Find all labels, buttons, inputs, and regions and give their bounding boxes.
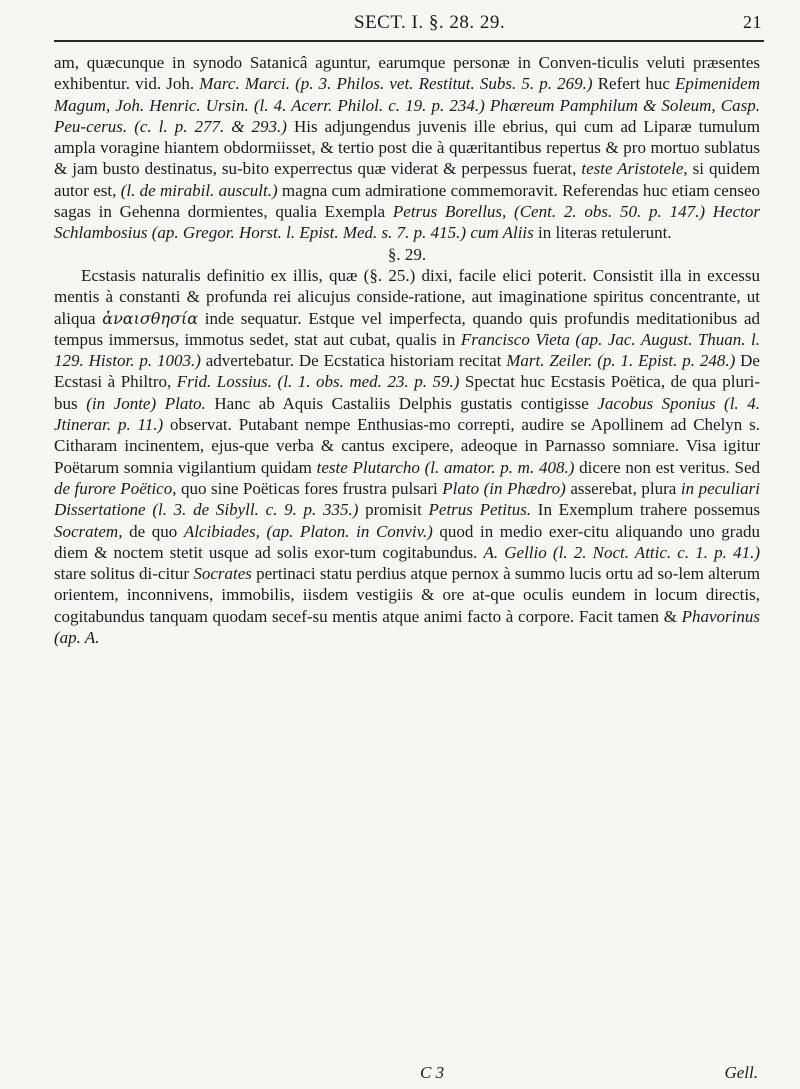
text-run: magna cum admiratione commemoravit. Referendas huc etiam censeo sagas in Gehenna dormientes, qualia Exempla — [54, 180, 761, 222]
signature-mark: C 3 — [420, 1063, 445, 1082]
citation: de furore Poëtico, — [54, 478, 177, 498]
text-run: inde sequatur. Estque vel imperfecta, quando quis profundis meditationibus ad tempus immersus, immotus sedet, stat aut cubat, qualis in — [54, 308, 760, 349]
citation: Petrus Petitus. — [428, 500, 532, 520]
text-run: advertebatur. De Ecstatica historiam recitat — [200, 351, 507, 371]
text-run: observat. Putabant nempe Enthusias-mo correpti, audire se Apollinem ad Chelyn s. Citharam incinentem, ejus-que verba & cantus excipere, adeoque in Parnasso somniare. Visa igitur Poëtarum somnia vigilantium quidam — [54, 415, 760, 477]
citation: Socrates — [193, 564, 252, 584]
citation: (l. de mirabil. auscult.) — [120, 180, 278, 200]
text-run: pertinaci statu perdius atque pernox à summo lucis ortu ad so-lem alterum orientem, inconnivens, immobilis, iisdem vestigiis & ore at-que oculis eundem in locum directis, cogitabundus tanquam quodam secef-su mentis atque animi facto à corpore. Facit tamen & — [54, 564, 760, 626]
paragraph-1 — [54, 52, 760, 244]
citation: Socratem, — [54, 521, 123, 541]
text-run: In Exemplum trahere possemus — [531, 500, 761, 520]
text-run: dicere non est veritus. Sed — [574, 457, 760, 477]
page-number: 21 — [743, 12, 762, 32]
text-run: am, quæcunque in synodo Satanicâ aguntur, earumque personæ in Conven-ticulis veluti præsentes exhibentur. vid. Joh. — [54, 53, 760, 94]
paragraph-2 — [54, 265, 760, 648]
text-run: Ecstasis naturalis definitio ex illis, quæ (§. 25.) dixi, facile elici poterit. Consistit illa in excessu mentis à constanti & profunda rei alicujus conside-ratione, aut imaginatione spiritus concentrante, ut aliqua — [54, 265, 760, 328]
text-run: asserebat, plura — [565, 478, 681, 498]
citation: Francisco Vieta (ap. Jac. August. Thuan. l. 129. Histor. p. 1003.) — [54, 329, 760, 371]
citation: in peculiari Dissertatione (l. 3. de Sibyll. c. 9. p. 335.) — [54, 478, 760, 520]
greek-term: ἀναισθησία — [102, 308, 199, 328]
citation: (in Jonte) Plato. — [86, 393, 206, 413]
body-text — [54, 52, 760, 648]
citation: Mart. Zeiler. (p. 1. Epist. p. 248.) — [506, 351, 736, 371]
citation: teste Plutarcho (l. amator. p. m. 408.) — [316, 457, 575, 477]
citation: Jacobus Sponius (l. 4. Jtinerar. p. 11.) — [54, 393, 761, 435]
text-run: quo sine Poëticas fores frustra pulsari — [176, 478, 443, 498]
section-heading: §. 29. — [387, 244, 427, 264]
text-run: in literas retulerunt. — [533, 223, 672, 243]
text-run: His adjungendus juvenis ille ebrius, qui cum ad Liparæ tumulum ampla voragine hiantem obdormiisset, & tertio post die à quæritantibus repertus & pro mortuo sublatus & jam busto destinatus, su-bito experrectus quæ viderat & perpessus fuerat, — [54, 116, 760, 179]
section-reference: SECT. I. §. 28. 29. — [354, 12, 506, 33]
header-rule — [54, 40, 764, 42]
text-run: De Ecstasi à Philtro, — [54, 351, 760, 392]
citation: Frid. Lossius. (l. 1. obs. med. 23. p. 59.) — [176, 372, 460, 392]
citation: Epimenidem Magum, Joh. Henric. Ursin. (l. 4. Acerr. Philol. c. 19. p. 234.) Phæreum Pamphilum & Soleum, Casp. Peu-cerus. (c. l. p. 277. & 293.) — [54, 74, 760, 136]
citation: Plato (in Phædro) — [442, 478, 566, 498]
text-run: si quidem autor est, — [54, 159, 761, 200]
citation: teste Aristotele, — [581, 159, 688, 179]
text-run: quod in medio exer-citu aliquando uno gradu diem & noctem stetit usque ad solis exor-tum cogitabundus. — [54, 521, 760, 562]
citation: Alcibiades, (ap. Platon. in Conviv.) — [183, 521, 433, 541]
running-head — [54, 12, 762, 38]
citation: Phavorinus (ap. A. — [54, 606, 760, 648]
citation: Marc. Marci. (p. 3. Philos. vet. Restitut. Subs. 5. p. 269.) — [199, 74, 593, 94]
text-run: promisit — [358, 500, 429, 520]
citation: A. Gellio (l. 2. Noct. Attic. c. 1. p. 41.) — [483, 542, 760, 562]
catchword: Gell. — [724, 1063, 758, 1082]
text-run: de quo — [122, 521, 184, 541]
citation: Petrus Borellus, (Cent. 2. obs. 50. p. 147.) Hector Schlambosius (ap. Gregor. Horst. l. Epist. Med. s. 7. p. 415.) cum Aliis — [54, 202, 760, 243]
text-run: stare solitus di-citur — [54, 564, 194, 584]
text-run: Refert huc — [592, 74, 675, 94]
text-run: Hanc ab Aquis Castaliis Delphis gustatis contigisse — [205, 393, 598, 413]
text-run: Spectat huc Ecstasis Poëtica, de qua pluri-bus — [54, 372, 760, 413]
